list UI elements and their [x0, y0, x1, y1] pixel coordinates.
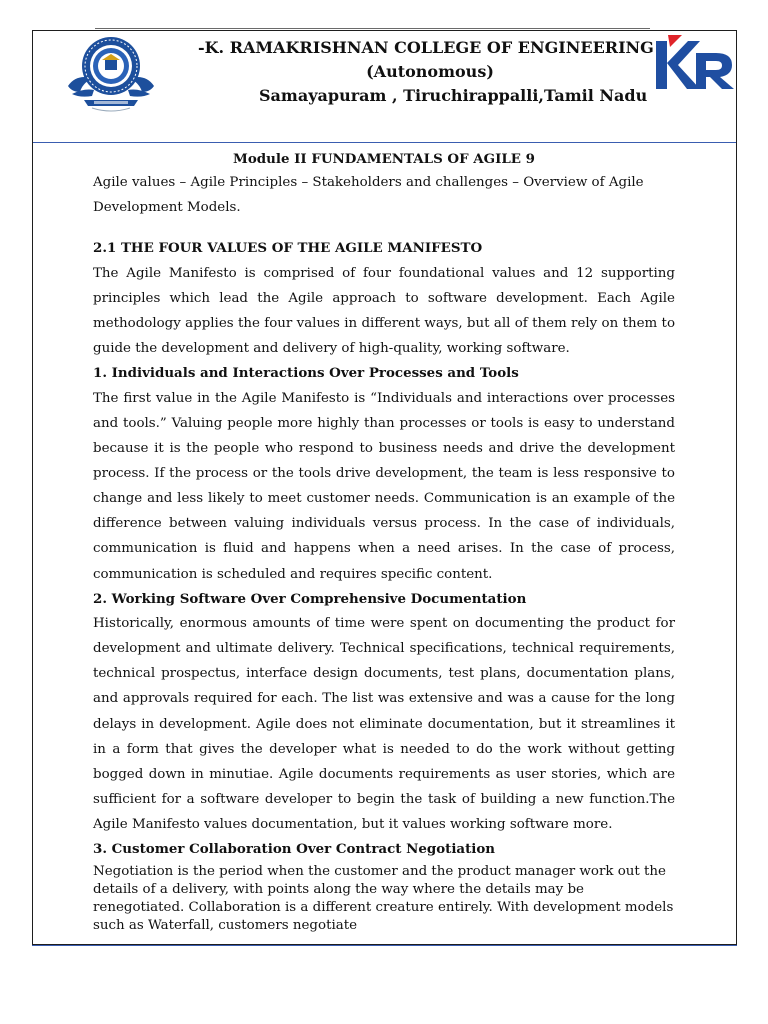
value-2-paragraph: Historically, enormous amounts of time were spent on documenting the product for development and ultimate delivery. Technical specifications, technical requirements, technical prospectus, interface design documents, test plans, documentation plans, and approvals required for each. The list was extensive and was a cause for the long delays in development. Agile does not eliminate documentation, but it streamlines it in a form that gives the developer what is needed to do the work without getting bogged down in minutiae. Agile documents requirements as user stories, which are sufficient for a software developer to begin the task of building a new function.The Agile Manifesto values documentation, but it values working software more.: [93, 616, 675, 832]
header-separator: [33, 142, 736, 143]
college-crest-icon: [62, 34, 160, 112]
college-name: -K. RAMAKRISHNAN COLLEGE OF ENGINEERING: [198, 38, 654, 57]
college-location: Samayapuram , Tiruchirappalli,Tamil Nadu: [259, 86, 648, 105]
college-header: [190, 36, 680, 108]
value-1-heading: 1. Individuals and Interactions Over Processes and Tools: [93, 365, 519, 382]
value-3-heading: 3. Customer Collaboration Over Contract Negotiation: [93, 840, 496, 857]
value-3-paragraph: Negotiation is the period when the customer and the product manager work out the details of a delivery, with points along the way where the details may be renegotiated. Collaboration is a different creature entirely. With development models such as Waterfall, customers negotiate: [93, 864, 674, 934]
college-status: (Autonomous): [366, 62, 494, 81]
module-title: Module II FUNDAMENTALS OF AGILE 9: [233, 151, 535, 167]
bottom-rule: [32, 945, 737, 946]
module-topics: Agile values – Agile Principles – Stakeholders and challenges – Overview of Agile Development Models.: [93, 175, 644, 215]
section-heading: 2.1 THE FOUR VALUES OF THE AGILE MANIFESTO: [93, 240, 483, 256]
value-2-heading: 2. Working Software Over Comprehensive Documentation: [93, 590, 527, 607]
intro-paragraph: The Agile Manifesto is comprised of four foundational values and 12 supporting principles which lead the Agile approach to software development. Each Agile methodology applies the four values in different ways, but all of them rely on them to guide the development and delivery of high-quality, working software.: [93, 266, 675, 357]
document-body: [93, 148, 675, 935]
top-accent-rule: [95, 28, 650, 29]
value-1-paragraph: The first value in the Agile Manifesto is “Individuals and interactions over processes and tools.” Valuing people more highly than processes or tools is easy to understand because it is the people who respond to business needs and drive the development process. If the process or the tools drive development, the team is less responsive to change and less likely to meet customer needs. Communication is an example of the difference between valuing individuals versus process. In the case of individuals, communication is fluid and happens when a need arises. In the case of process, communication is scheduled and requires specific content.: [93, 390, 675, 582]
